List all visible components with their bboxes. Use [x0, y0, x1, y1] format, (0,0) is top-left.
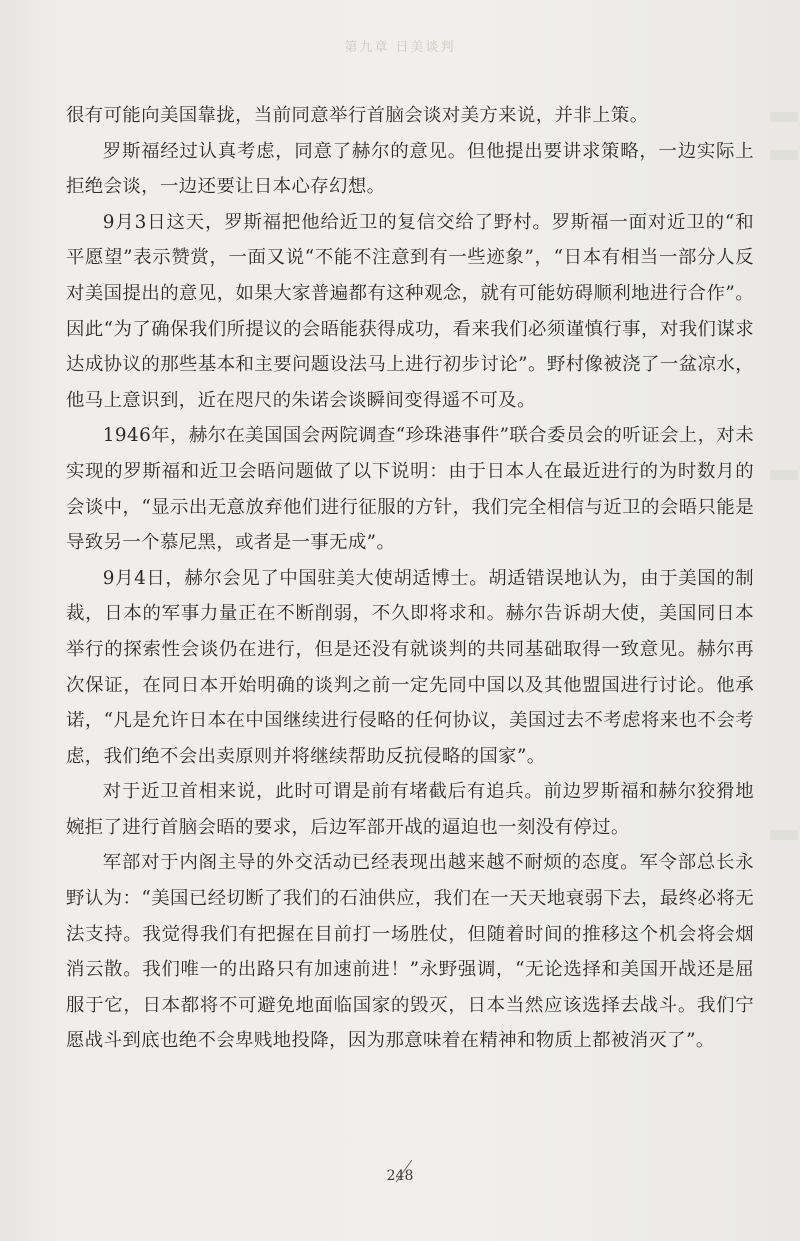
running-header: 第九章 日美谈判 [344, 40, 456, 55]
paragraph: 1946年，赫尔在美国国会两院调查“珍珠港事件”联合委员会的听证会上，对未实现的罗斯福和近卫会晤问题做了以下说明：由于日本人在最近进行的为时数月的会谈中，“显示出无意放弃他们进行征服的方针，我们完全相信与近卫的会晤只能是导致另一个慕尼黑，或者是一事无成”。 [66, 425, 754, 554]
paragraph: 罗斯福经过认真考虑，同意了赫尔的意见。但他提出要讲求策略，一边实际上拒绝会谈，一边还要让日本心存幻想。 [66, 140, 754, 198]
bleed-through-mark [770, 830, 798, 840]
body-text [66, 98, 754, 1059]
page-number: 248 [386, 1168, 414, 1184]
paragraph: 很有可能向美国靠拢，当前同意举行首脑会谈对美方来说，并非上策。 [66, 105, 649, 126]
bleed-through-mark [770, 470, 798, 480]
paragraph: 9月4日，赫尔会见了中国驻美大使胡适博士。胡适错误地认为，由于美国的制裁，日本的军事力量正在不断削弱，不久即将求和。赫尔告诉胡大使，美国同日本举行的探索性会谈仍在进行，但是还没有就谈判的共同基础取得一致意见。赫尔再次保证，在同日本开始明确的谈判之前一定先同中国以及其他盟国进行讨论。他承诺，“凡是允许日本在中国继续进行侵略的任何协议，美国过去不考虑将来也不会考虑，我们绝不会出卖原则并将继续帮助反抗侵略的国家”。 [66, 567, 754, 767]
paragraph: 军部对于内阁主导的外交活动已经表现出越来越不耐烦的态度。军令部总长永野认为：“美国已经切断了我们的石油供应，我们在一天天地衰弱下去，最终必将无法支持。我觉得我们有把握在目前打一场胜仗，但随着时间的推移这个机会将会烟消云散。我们唯一的出路只有加速前进！”永野强调，“无论选择和美国开战还是屈服于它，日本都将不可避免地面临国家的毁灭，日本当然应该选择去战斗。我们宁愿战斗到底也绝不会卑贱地投降，因为那意味着在精神和物质上都被消灭了”。 [66, 852, 754, 1052]
paragraph: 对于近卫首相来说，此时可谓是前有堵截后有追兵。前边罗斯福和赫尔狡猾地婉拒了进行首脑会晤的要求，后边军部开战的逼迫也一刻没有停过。 [66, 781, 754, 838]
bleed-through-mark [770, 150, 798, 160]
bleed-through-mark [770, 112, 798, 122]
paragraph: 9月3日这天，罗斯福把他给近卫的复信交给了野村。罗斯福一面对近卫的“和平愿望”表示赞赏，一面又说“不能不注意到有一些迹象”，“日本有相当一部分人反对美国提出的意见，如果大家普遍都有这种观念，就有可能妨碍顺利地进行合作”。因此“为了确保我们所提议的会晤能获得成功，看来我们必须谨慎行事，对我们谋求达成协议的那些基本和主要问题设法马上进行初步讨论”。野村像被浇了一盆凉水，他马上意识到，近在咫尺的朱诺会谈瞬间变得遥不可及。 [66, 211, 754, 411]
